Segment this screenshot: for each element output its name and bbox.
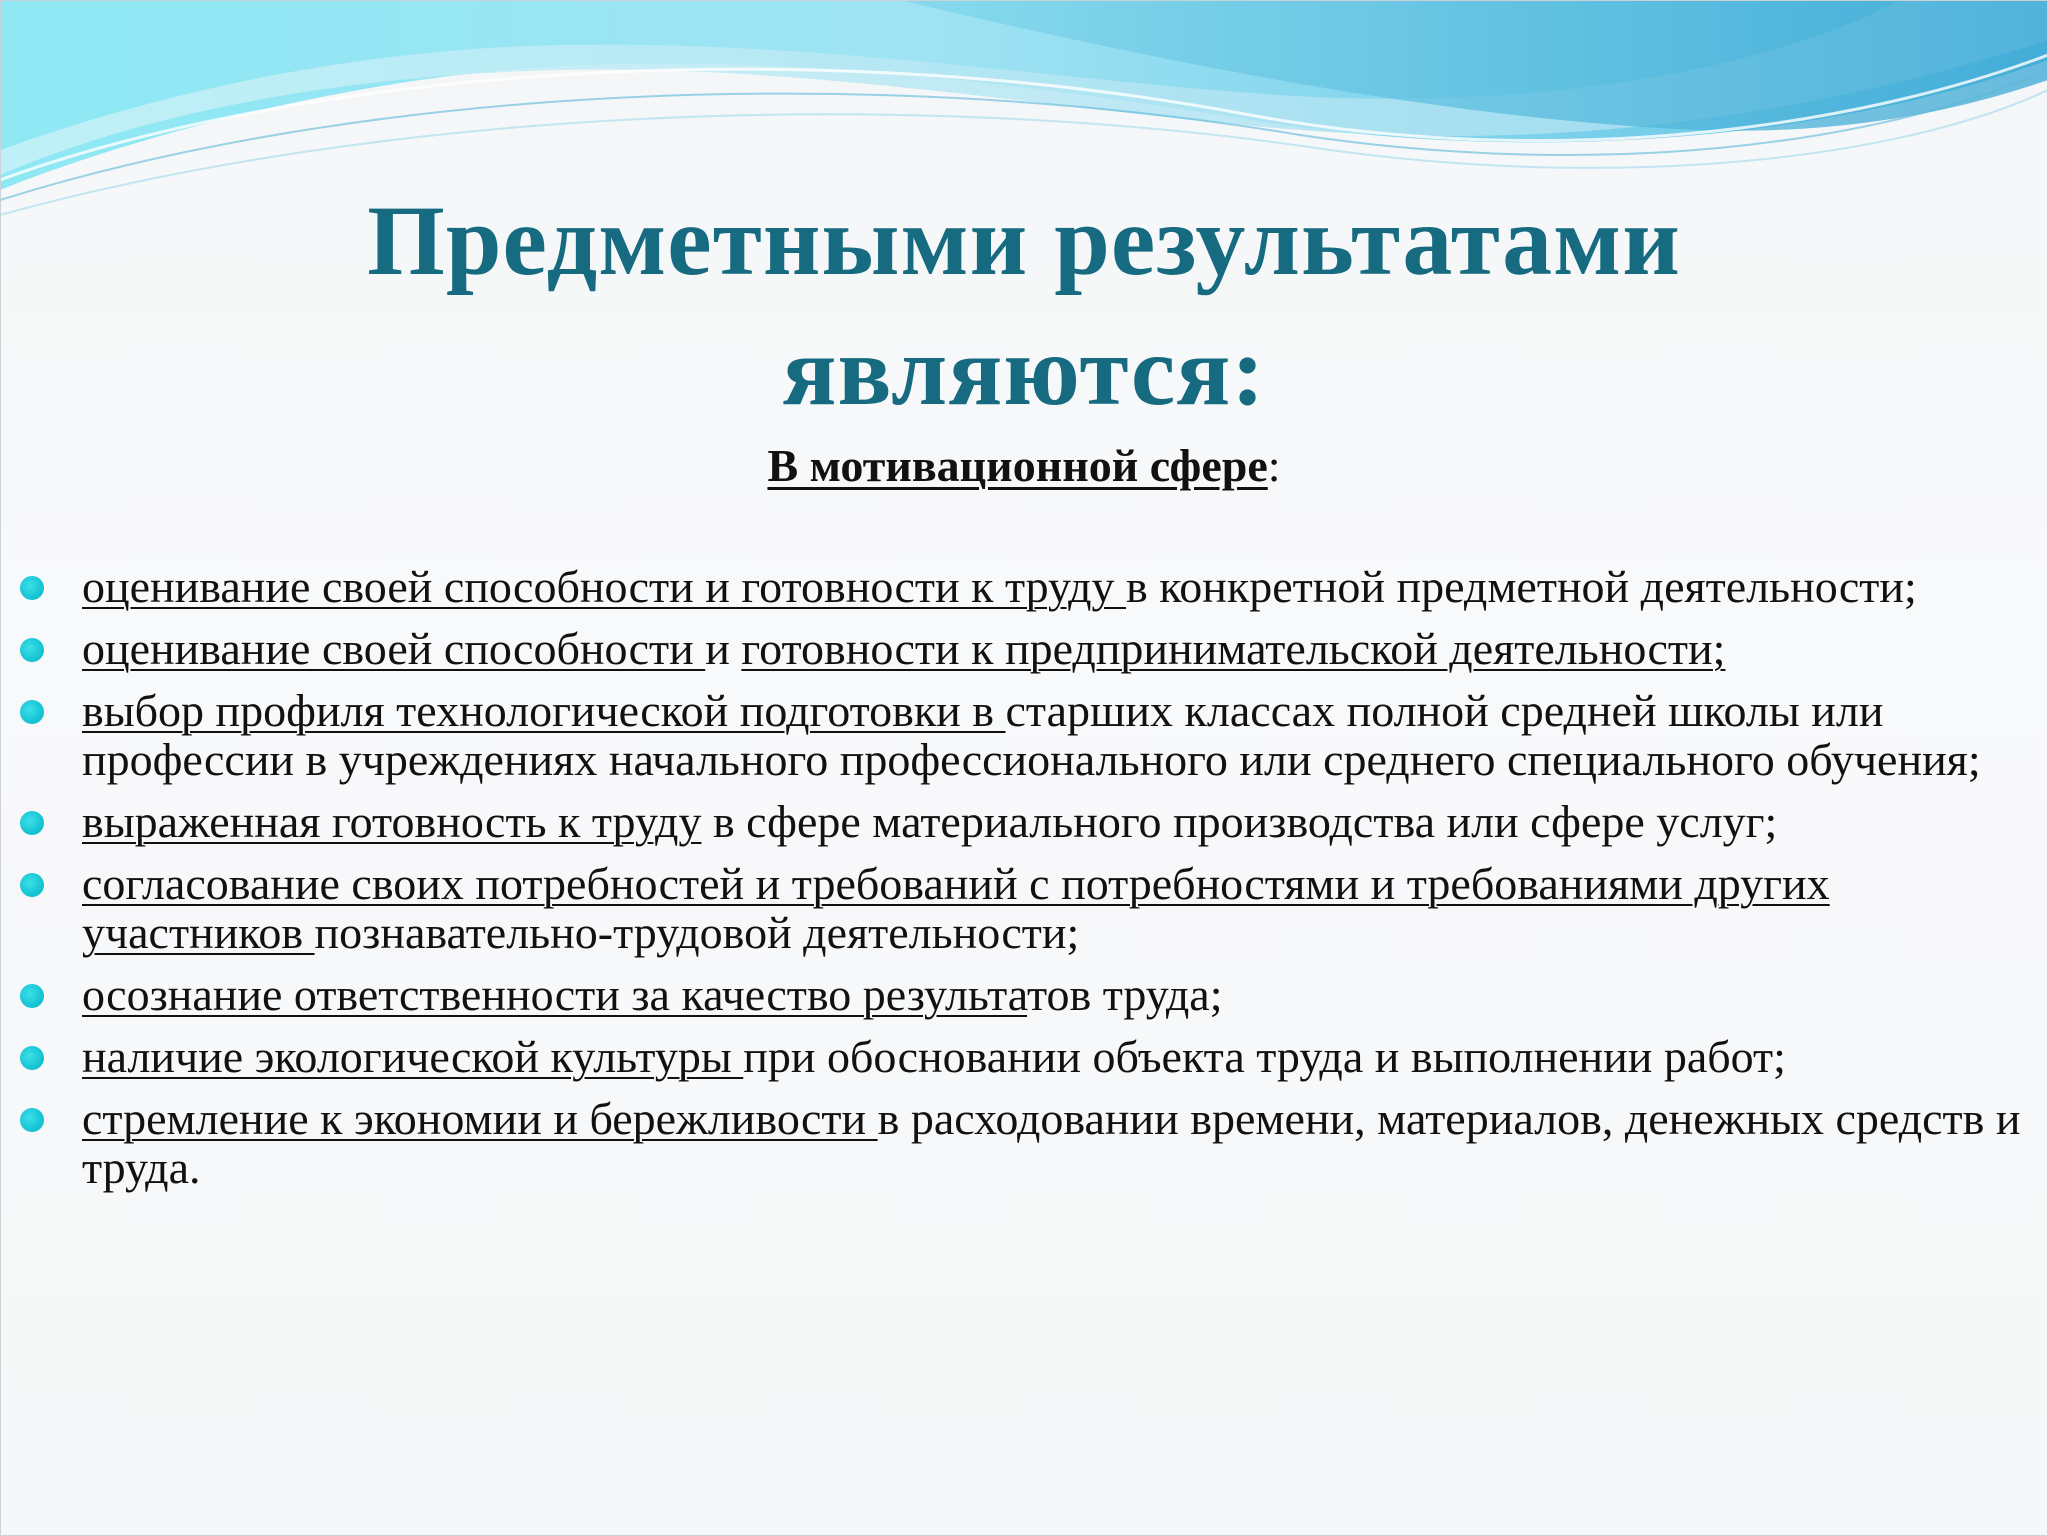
item-underlined-text-2: готовности к предпринимательской деятельности; (741, 623, 1726, 674)
item-underlined-text: согласование своих потребностей и требований с потребностями и требованиями других участников (82, 858, 1830, 958)
item-underlined-text: выраженная готовность к труду (82, 796, 702, 847)
bullet-icon (20, 984, 44, 1008)
item-underlined-text: оценивание своей способности и готовности к труду (82, 561, 1127, 612)
item-underlined-text: выбор профиля технологической подготовки в (82, 685, 1006, 736)
bullet-icon (20, 1046, 44, 1070)
list-item (20, 686, 2030, 784)
list-item (20, 562, 2030, 611)
item-text: познавательно-трудовой деятельности; (314, 907, 1080, 958)
bullet-icon (20, 638, 44, 662)
item-underlined-text: оценивание своей способности (82, 623, 706, 674)
slide-title-line-1: Предметными результатами (367, 185, 1681, 296)
list-item (20, 1094, 2030, 1192)
bullet-icon (20, 873, 44, 897)
section-subheading (0, 438, 2048, 494)
list-item (20, 797, 2030, 846)
subheading-suffix: : (1267, 440, 1281, 491)
item-underlined-text: стремление к экономии и бережливости (82, 1093, 878, 1144)
item-text: в сфере материального производства или сфере услуг; (701, 796, 1778, 847)
item-underlined-text: осознание ответственности за качество результа (82, 969, 1028, 1020)
list-item (20, 970, 2030, 1019)
results-list (20, 562, 2030, 1205)
bullet-icon (20, 700, 44, 724)
item-text: и (705, 623, 742, 674)
bullet-icon (20, 1108, 44, 1132)
item-text: тов труда; (1027, 969, 1223, 1020)
item-underlined-text: наличие экологической культуры (82, 1031, 744, 1082)
item-text: при обосновании объекта труда и выполнении работ; (743, 1031, 1786, 1082)
item-text: в конкретной предметной деятельности; (1126, 561, 1917, 612)
slide-title-line-2: являются: (782, 315, 1266, 426)
list-item (20, 624, 2030, 673)
list-item (20, 859, 2030, 957)
bullet-icon (20, 576, 44, 600)
list-item (20, 1032, 2030, 1081)
subheading-underlined: В мотивационной сфере (767, 440, 1268, 491)
item-text: в расходовании времени, материалов, денежных средств и труда. (82, 1093, 2021, 1193)
item-text: старших классах полной средней школы или профессии в учреждениях начального профессионального или среднего специального обучения; (82, 685, 1981, 785)
bullet-icon (20, 811, 44, 835)
